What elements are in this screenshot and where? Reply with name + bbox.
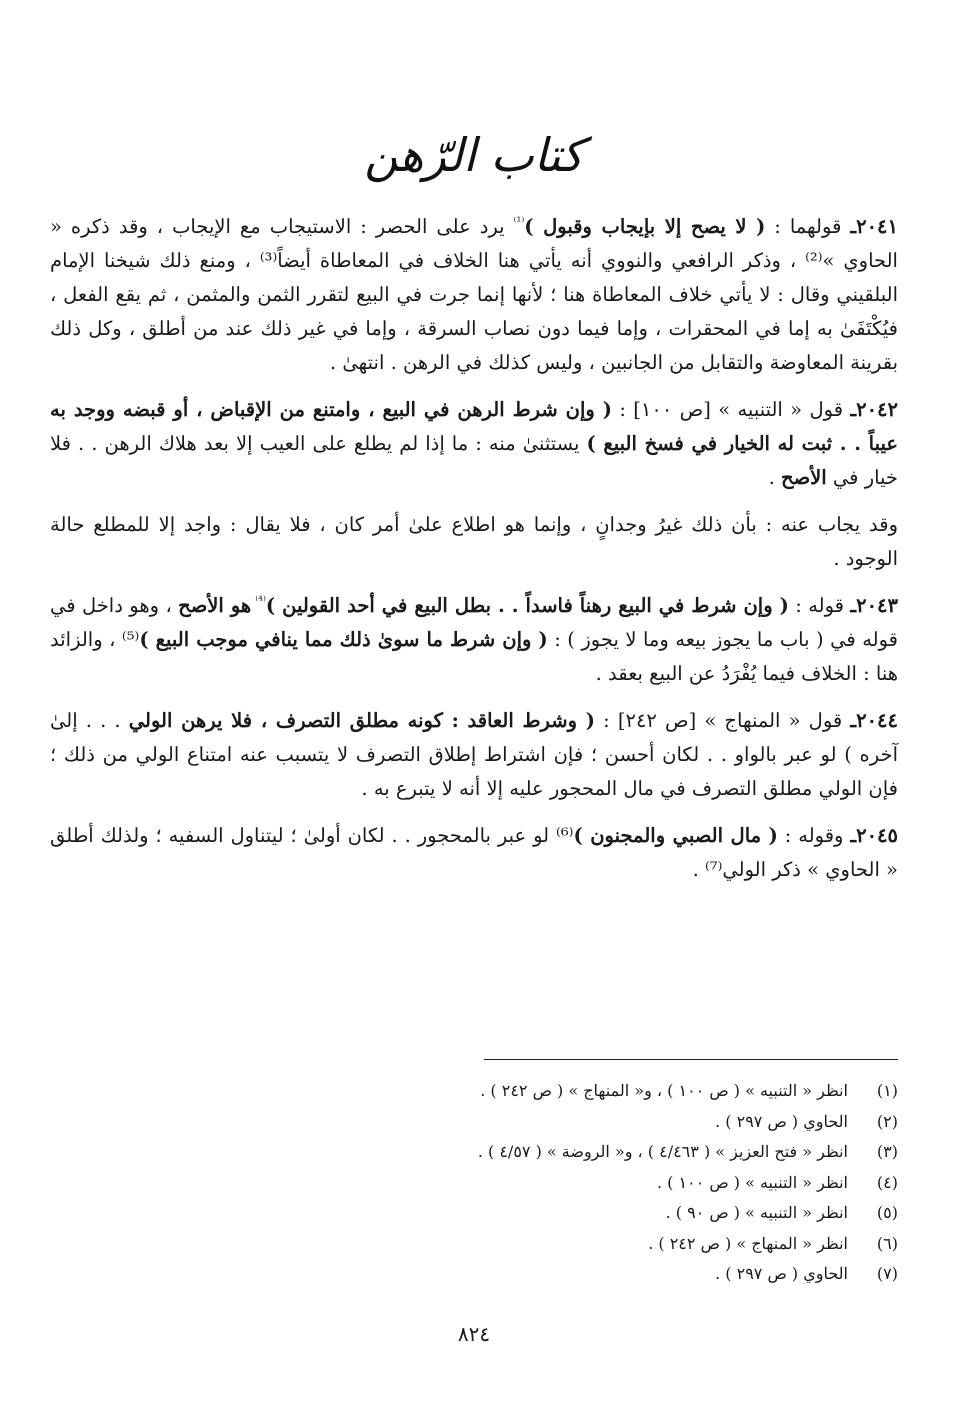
footnote-divider — [484, 1059, 898, 1060]
footnote-text: الحاوي ( ص ٢٩٧ ) . — [715, 1111, 848, 1131]
book-page — [50, 0, 898, 1421]
footnote-item — [50, 1107, 898, 1138]
issue-number: ٢٠٤٣ـ — [850, 594, 899, 617]
text-segment: قول « المنهاج » [ص ٢٤٢] : — [595, 709, 851, 732]
footnote-number: (٢) — [876, 1111, 898, 1131]
issue-number: ٢٠٤٤ـ — [850, 709, 899, 732]
footnote-ref: ⁽⁴⁾ — [251, 593, 266, 608]
footnote-ref: ⁽¹⁾ — [513, 214, 525, 229]
paragraph-2042 — [50, 393, 898, 495]
text-segment: ، وهو داخل في قوله في ( باب ما يجوز بيعه وما لا يجوز ) : — [50, 594, 898, 651]
quoted-text: ( وشرط العاقد : كونه مطلق التصرف ، فلا يرهن الولي — [128, 709, 596, 732]
issue-number: ٢٠٤١ـ — [850, 215, 898, 238]
footnote-item — [50, 1168, 898, 1199]
issue-number: ٢٠٤٢ـ — [850, 398, 899, 421]
footnote-text: انظر « المنهاج » ( ص ٢٤٢ ) . — [648, 1233, 848, 1253]
footnote-number: (٦) — [876, 1233, 898, 1253]
footnote-number: (١) — [876, 1081, 898, 1100]
paragraph-2044 — [50, 704, 898, 806]
quoted-text: الأصح — [781, 466, 827, 489]
footnote-item — [50, 1198, 898, 1229]
issue-number: ٢٠٤٥ـ — [850, 824, 899, 847]
text-segment: قولهما : — [765, 215, 851, 238]
quoted-text: ( وإن شرط في البيع رهناً فاسداً . . بطل البيع في أحد القولين ) — [265, 594, 789, 617]
footnote-number: (٤) — [876, 1172, 898, 1192]
text-segment: وقوله : — [777, 824, 851, 847]
text-segment: . . . إلىٰ آخره ) لو عبر بالواو . . لكان أحسن ؛ فإن اشتراط إطلاق التصرف لا يتسبب عنه امتناع الولي من ذلك ؛ فإن الولي مطلق التصرف في مال المحجور عليه إلا أنه لا يتبرع به . — [50, 709, 898, 800]
footnote-text: انظر « فتح العزيز » ( ٤/٤٦٣ ) ، و« الروضة » ( ٤/٥٧ ) . — [477, 1142, 848, 1161]
footnote-text: الحاوي ( ص ٢٩٧ ) . — [715, 1264, 848, 1283]
footnote-item — [50, 1259, 898, 1290]
footnote-item — [50, 1076, 898, 1107]
paragraph-2043 — [50, 589, 898, 691]
text-segment: وقد يجاب عنه : بأن ذلك غيرُ وجدانٍ ، وإنما هو اطلاع علىٰ أمر كان ، فلا يقال : واجد إلا للمطلع حالة الوجود . — [50, 513, 898, 570]
paragraph-2041 — [50, 210, 898, 380]
text-segment: قوله : — [788, 594, 851, 617]
chapter-title: كتاب الرّهن — [364, 128, 584, 182]
text-segment: ⁽⁵⁾ ، والزائد هنا : الخلاف فيما يُفْرَدُ عن البيع بعقد . — [50, 628, 898, 685]
paragraph-answer — [50, 508, 898, 576]
footnote-number: (٧) — [876, 1264, 898, 1283]
text-segment: ⁽⁶⁾ لو عبر بالمحجور . . لكان أولىٰ ؛ ليتناول السفيه ؛ ولذلك أطلق « الحاوي » ذكر الولي⁽⁷⁾ . — [50, 824, 898, 881]
quoted-text: ( مال الصبي والمجنون ) — [573, 824, 778, 847]
quoted-text: ( وإن شرط الرهن في البيع ، وامتنع من الإقباض ، أو قبضه ووجد به عيباً . . ثبت له الخيار في فسخ البيع ) — [50, 398, 898, 455]
quoted-text: ( لا يصح إلا بإيجاب وقبول ) — [524, 215, 766, 238]
footnote-text: انظر « التنبيه » ( ص ١٠٠ ) ، و« المنهاج » ( ص ٢٤٢ ) . — [480, 1081, 848, 1100]
quoted-text: هو الأصح — [178, 594, 252, 617]
footnote-item — [50, 1229, 898, 1260]
footnote-number: (٥) — [876, 1203, 898, 1222]
text-segment: يستثنىٰ منه : ما إذا لم يطلع على العيب إلا بعد هلاك الرهن . . فلا خيار في — [50, 432, 898, 489]
footnote-number: (٣) — [876, 1142, 898, 1161]
body-text — [50, 210, 898, 900]
footnote-text: انظر « التنبيه » ( ص ١٠٠ ) . — [656, 1172, 848, 1192]
footnotes — [50, 1076, 898, 1290]
text-segment: يرد على الحصر : الاستيجاب مع الإيجاب ، وقد ذكره « الحاوي »⁽²⁾ ، وذكر الرافعي والنووي أنه يأتي هنا الخلاف في المعاطاة أيضاً⁽³⁾ ، ومنع ذلك شيخنا الإمام البلقيني وقال : لا يأتي خلاف المعاطاة هنا ؛ لأنها إنما جرت في البيع لتقرر الثمن والمثمن ، ثم يقع الفعل ، فيُكْتَفَىٰ به إما في المحقرات ، وإما فيما دون نصاب السرقة ، وإما في غير ذلك عند من أطلق ، وكل ذلك بقرينة المعاوضة والتقابل من الجانبين ، وليس كذلك في الرهن . انتهىٰ . — [50, 215, 898, 374]
footnote-text: انظر « التنبيه » ( ص ٩٠ ) . — [665, 1203, 848, 1222]
text-segment: . — [768, 466, 782, 489]
quoted-text: ( وإن شرط ما سوىٰ ذلك مما ينافي موجب البيع ) — [139, 628, 548, 651]
footnote-item — [50, 1137, 898, 1168]
paragraph-2045 — [50, 819, 898, 887]
page-number: ٨٢٤ — [457, 1322, 491, 1346]
text-segment: قول « التنبيه » [ص ١٠٠] : — [612, 398, 851, 421]
